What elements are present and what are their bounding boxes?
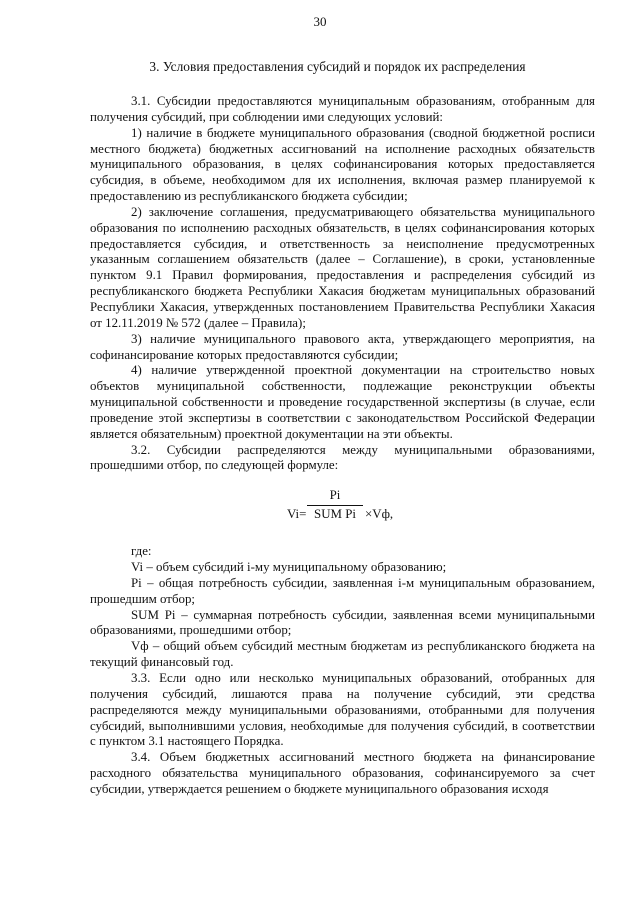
condition-4: 4) наличие утвержденной проектной документации на строительство новых объектов муниципальной собственности, подлежащие реконструкции объекты муниципальной собственности и проведение государственной экспертизы (в случае, если проведение этой экспертизы в соответствии с законодательством Российской Федерации является обязательным) проектной документации на эти объекты. [90,363,595,441]
paragraph-3-3: 3.3. Если одно или несколько муниципальных образований, отобранных для получения субсидий, лишаются права на получение субсидий, эти средства распределяются между муниципальными образованиями, отобранными для получения субсидий, выполнившими условия, необходимые для получения субсидий, в соответствии с пунктом 3.1 настоящего Порядка. [90,671,595,749]
paragraph-3-2: 3.2. Субсидии распределяются между муниципальными образованиями, прошедшими отбор, по следующей формуле: [90,442,595,473]
paragraph-3-4: 3.4. Объем бюджетных ассигнований местного бюджета на финансирование расходного обязательства муниципального образования, софинансируемого за счет субсидии, утверждается решением о бюджете муниципального образования исходя [90,750,595,796]
definition-vi: Vi – объем субсидий i-му муниципальному образованию; [131,560,447,575]
condition-1: 1) наличие в бюджете муниципального образования (сводной бюджетной росписи местного бюджета) бюджетных ассигнований на исполнение расходных обязательств муниципального образования, в целях софинансирования которых предоставляется субсидия, в объеме, необходимом для их исполнения, включая размер планируемой к предоставлению из республиканского бюджета субсидии; [90,125,595,204]
formula-fraction [307,488,363,523]
definition-sum-pi: SUM Pi – суммарная потребность субсидии, заявленная всеми муниципальными образованиями, прошедшими отбор; [90,607,595,638]
page-number: 30 [313,14,327,29]
definition-vf: Vф – общий объем субсидий местным бюджетам из республиканского бюджета на текущий финансовый год. [90,639,595,670]
section-title: 3. Условия предоставления субсидий и порядок их распределения [149,59,526,74]
formula-denominator: SUM Pi [314,507,356,522]
formula-numerator: Pi [307,488,363,506]
formula-lhs: Vi= [287,507,307,522]
paragraph-3-1: 3.1. Субсидии предоставляются муниципальным образованиям, отобранным для получения субсидий, при соблюдении ими следующих условий: [90,94,595,124]
condition-2: 2) заключение соглашения, предусматривающего обязательства муниципального образования по исполнению расходных обязательств, в целях софинансирования которых предоставляется субсидия, и ответственность за неисполнение предусмотренных указанным соглашением обязательств (далее – Соглашение), в сроки, установленные пунктом 9.1 Правил формирования, предоставления и распределения субсидий из республиканского бюджета Республики Хакасия бюджетам муниципальных образований Республики Хакасия, утвержденных постановлением Правительства Республики Хакасия от 12.11.2019 № 572 (далее – Правила); [90,204,595,330]
condition-3: 3) наличие муниципального правового акта, утверждающего мероприятия, на софинансирование которых предоставляются субсидии; [90,331,595,362]
formula-rhs: ×Vф, [365,507,394,522]
where-label: где: [131,544,152,559]
definition-pi: Pi – общая потребность субсидии, заявленная i-м муниципальным образованием, прошедшим отбор; [90,575,595,606]
document-body [90,94,595,798]
distribution-formula [90,484,595,544]
